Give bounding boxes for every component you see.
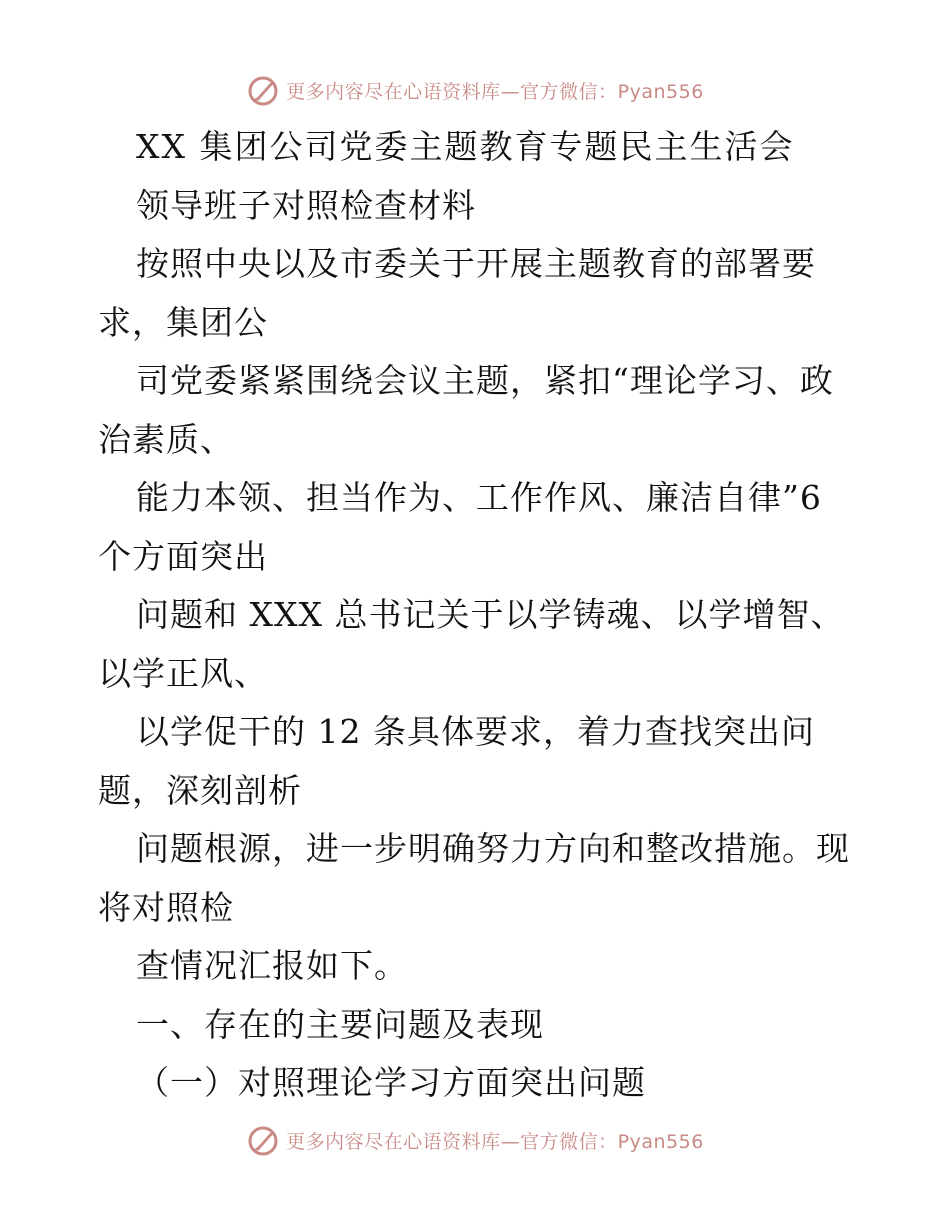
quill-logo-icon bbox=[246, 73, 280, 107]
quill-logo-icon bbox=[246, 1123, 280, 1157]
paragraph-line: 以学正风、 bbox=[98, 653, 268, 693]
paragraph-line: 将对照检 bbox=[98, 887, 234, 927]
header-watermark bbox=[0, 70, 950, 110]
paragraph-line: 查情况汇报如下。 bbox=[136, 946, 408, 985]
paragraph-line: 司党委紧紧围绕会议主题，紧扣“理论学习、政 bbox=[136, 361, 834, 400]
paragraph-line: 个方面突出 bbox=[98, 536, 268, 576]
paragraph-line: 题，深刻剖析 bbox=[98, 770, 302, 810]
paragraph-line: 能力本领、担当作为、工作作风、廉洁自律”6 bbox=[136, 478, 822, 517]
document-body bbox=[98, 118, 868, 1113]
paragraph-line: 问题根源，进一步明确努力方向和整改措施。现 bbox=[136, 829, 850, 868]
watermark-text: 更多内容尽在心语资料库—官方微信：Pyan556 bbox=[286, 1130, 704, 1153]
section-heading: 一、存在的主要问题及表现 bbox=[136, 1004, 544, 1044]
paragraph-line: 求，集团公 bbox=[98, 302, 268, 342]
paragraph-line: 问题和 XXX 总书记关于以学铸魂、以学增智、 bbox=[136, 595, 845, 634]
paragraph-line: 以学促干的 12 条具体要求，着力查找突出问 bbox=[136, 712, 815, 751]
document-title: XX 集团公司党委主题教育专题民主生活会 bbox=[136, 127, 795, 166]
watermark-text: 更多内容尽在心语资料库—官方微信：Pyan556 bbox=[286, 80, 704, 103]
document-subtitle: 领导班子对照检查材料 bbox=[136, 185, 476, 225]
footer-watermark bbox=[0, 1120, 950, 1160]
subsection-heading: （一）对照理论学习方面突出问题 bbox=[136, 1063, 646, 1102]
paragraph-line: 治素质、 bbox=[98, 419, 234, 459]
paragraph-line: 按照中央以及市委关于开展主题教育的部署要 bbox=[136, 244, 816, 283]
